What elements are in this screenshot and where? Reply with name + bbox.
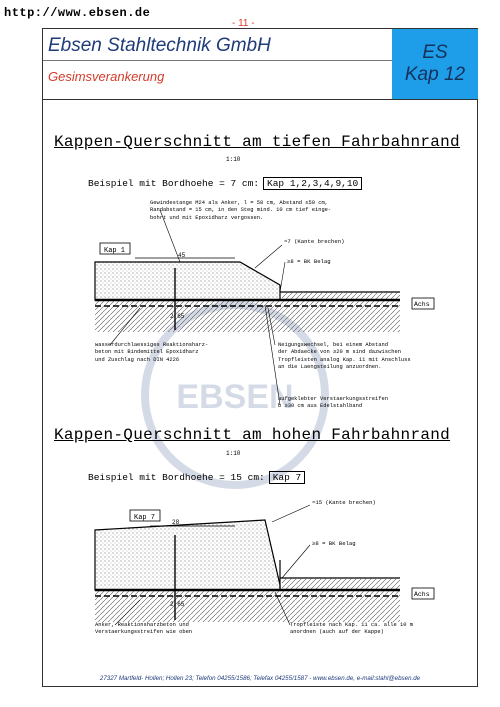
substructure-1 (95, 300, 400, 332)
section1-left-note: wasserdurchlaessiges Reaktionsharz- beton mit Bindemittel Epoxidharz und Zuschlag nach DIN 4226 (95, 342, 209, 363)
section1-title: Kappen-Querschnitt am tiefen Fahrbahnrand (54, 133, 460, 151)
section1-anchor-note: Gewindestange M24 als Anker, l = 58 cm, Abstand ≤50 cm, Randabstand = 15 cm, in den Steg mind. 10 cm tief einge- bohrt und mit Epoxidharz vergossen. (150, 200, 332, 221)
section2-scale: 1:10 (226, 450, 241, 457)
kap-label-2: Kap 7 (134, 514, 156, 522)
company-name: Ebsen Stahltechnik GmbH (48, 35, 271, 56)
section1-example-box: Kap 1,2,3,4,9,10 (263, 177, 362, 190)
document-subject: Gesimsverankerung (48, 69, 165, 84)
code-line-1: ES (422, 42, 448, 64)
section2-example-label: Beispiel mit Bordhoehe = 15 cm: (88, 472, 265, 483)
axis-label-1: Achs (414, 301, 430, 308)
belag-note-1: ≥8 = BK Belag (287, 258, 331, 265)
dim-top-2: 28 (172, 519, 180, 526)
section1-example (88, 178, 362, 189)
section2-example (88, 472, 305, 483)
section1-right-note: Neigungswechsel, bei einem Abstand der Abdaecke von ≥20 m sind dazwischen Tropfleisten analog Kap. 11 mit Anschluss an die Laengsteilung anzuordnen. (278, 342, 411, 370)
section2-left-note: Anker, Reaktionsharzbeton und Verstaerkungsstreifen wie oben (95, 622, 193, 636)
kap-label-1: Kap 1 (104, 247, 126, 255)
cross-section-2 (95, 499, 434, 625)
substructure-2 (95, 590, 400, 622)
footer-contact: 27327 Martfeld- Hollen; Hollen 23; Telefon 04255/1586; Telefax 04255/1587 - www.ebsen.de, e-mail:stahl@ebsen.de (99, 675, 421, 682)
road-surface-2 (282, 578, 400, 590)
section2-title: Kappen-Querschnitt am hohen Fahrbahnrand (54, 426, 451, 444)
dim-bottom-1: 2,65 (170, 313, 185, 320)
code-line-2: Kap 12 (404, 64, 466, 85)
url-text: http://www.ebsen.de (4, 6, 151, 20)
watermark-text: EBSEN (176, 378, 294, 416)
cap-body-1 (95, 262, 280, 300)
dim-top-1: 45 (178, 252, 186, 259)
section2-right-note: Tropfleiste nach Kap. 11 ca. alle 10 m anordnen (auch auf der Kappe) (290, 622, 413, 636)
section1-scale: 1:10 (226, 156, 241, 163)
axis-label-2: Achs (414, 591, 430, 598)
section1-strip-note: aufgeklebter Verstaerkungsstreifen b ≥30 cm aus Edelstahlband (278, 396, 388, 410)
edge-note-1: ≈7 (Kante brechen) (284, 238, 345, 245)
belag-note-2: ≥8 = BK Belag (312, 540, 356, 547)
section1-example-label: Beispiel mit Bordhoehe = 7 cm: (88, 178, 260, 189)
dim-bottom-2: 2,65 (170, 601, 185, 608)
edge-note-2: ≈15 (Kante brechen) (312, 499, 376, 506)
cap-body-2 (95, 520, 280, 590)
section2-example-box: Kap 7 (269, 471, 306, 484)
page-number: - 11 - (232, 18, 255, 29)
